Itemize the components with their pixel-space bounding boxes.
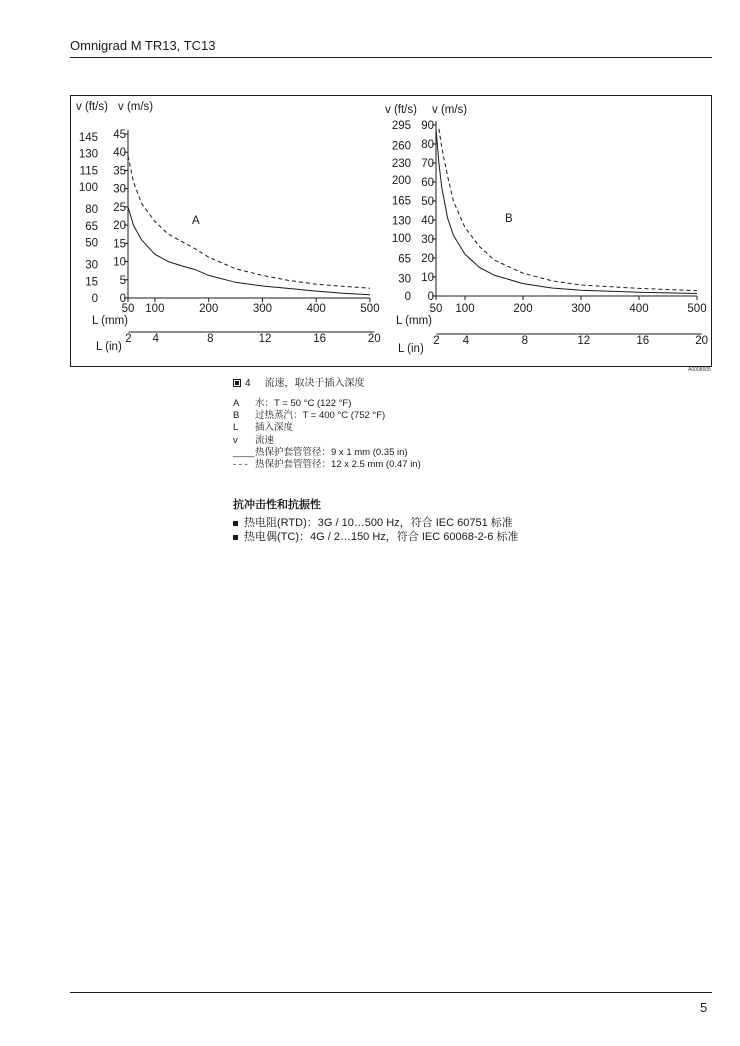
chart-b-y-tick-label-fts: 30 — [398, 273, 411, 286]
list-item — [233, 516, 518, 530]
legend-text: 热保护套管管径：12 x 2.5 mm (0.47 in) — [255, 459, 421, 471]
chart-a-y-tick-label-fts: 30 — [85, 259, 98, 272]
legend-key-solid-line: ____ — [233, 446, 255, 458]
chart-a-x-tick-label-mm: 400 — [306, 303, 326, 315]
page-number: 5 — [700, 1000, 708, 1015]
chart-b-x-tick-label-in: 8 — [521, 335, 529, 347]
chart-b-x-tick-label-in: 12 — [577, 335, 591, 347]
list-item — [233, 530, 518, 544]
chart-a-x-tick-label-mm: 500 — [360, 303, 380, 315]
chart-a-y-label-fts: v (ft/s) — [76, 101, 108, 113]
spec-list — [233, 516, 518, 544]
chart-a-y-label-ms: v (m/s) — [118, 101, 154, 113]
chart-b-y-tick-label-fts: 260 — [391, 140, 411, 153]
chart-a-x-tick-label-in: 12 — [258, 333, 272, 345]
chart-a-y-tick-label-fts: 80 — [85, 204, 98, 217]
chart-a-y-tick-label-ms: 30 — [113, 183, 126, 196]
chart-a-x-tick-label-mm: 300 — [252, 303, 273, 315]
figure-id: A0008605 — [688, 367, 711, 373]
legend-row — [233, 459, 421, 471]
chart-b-x-tick-label-mm: 100 — [455, 303, 475, 315]
legend-key-dashed-line: - - - — [233, 459, 248, 471]
chart-a-y-tick-label-fts: 100 — [78, 181, 98, 194]
chart-b-y-tick-label-fts: 65 — [398, 253, 411, 266]
chart-a-letter: A — [192, 215, 200, 227]
chart-a-y-tick-label-ms: 5 — [119, 274, 126, 287]
chart-b-y-tick-label-fts: 0 — [404, 291, 411, 303]
chart-b-y-tick-label-ms: 0 — [427, 291, 434, 303]
legend-row — [233, 447, 421, 459]
chart-b-y-tick-label-ms: 30 — [421, 234, 434, 246]
list-item-text: 热电阻(RTD)：3G / 10…500 Hz，符合 IEC 60751 标准 — [244, 517, 513, 529]
chart-b-y-tick-label-fts: 200 — [391, 175, 411, 188]
chart-b-x-tick-label-mm: 300 — [571, 303, 591, 315]
chart-b-y-tick-label-fts: 295 — [391, 120, 411, 133]
chart-a-x-tick-label-mm: 200 — [199, 303, 219, 315]
bullet-icon — [233, 521, 238, 526]
chart-b-letter: B — [505, 213, 513, 225]
chart-a-x-label-in: L (in) — [96, 341, 122, 353]
legend-text: 水：T = 50 °C (122 °F) — [255, 398, 352, 409]
chart-b-y-tick-label-ms: 50 — [421, 196, 434, 208]
chart-a-y-tick-label-ms: 0 — [119, 293, 126, 305]
figure-caption — [233, 378, 365, 390]
footer-rule — [70, 992, 712, 993]
chart-a-y-tick-label-fts: 0 — [91, 293, 98, 305]
chart-b-x-label-mm: L (mm) — [396, 315, 432, 327]
chart-a-y-tick-label-ms: 45 — [113, 129, 126, 141]
figure-caption-text: 流速，取决于插入深度 — [264, 378, 365, 389]
chart-b-series-solid — [436, 129, 697, 294]
section-heading: 抗冲击性和抗振性 — [233, 499, 321, 511]
legend-row — [233, 435, 421, 447]
chart-a-x-tick-label-mm: 100 — [145, 303, 165, 315]
legend-key: B — [233, 410, 240, 422]
chart-a-y-tick-label-ms: 40 — [113, 147, 126, 160]
chart-a-series-dashed — [128, 156, 370, 288]
chart-a-y-tick-label-ms: 35 — [113, 165, 126, 178]
chart-b-y-label-ms: v (m/s) — [432, 104, 468, 116]
legend-text: 过热蒸汽：T = 400 °C (752 °F) — [255, 410, 386, 422]
legend-key: v — [233, 434, 238, 446]
chart-b-x-tick-label-mm: 50 — [429, 303, 443, 315]
chart-b-y-tick-label-ms: 40 — [421, 215, 434, 227]
chart-a-y-tick-label-fts: 130 — [78, 148, 98, 161]
chart-b-x-tick-label-in: 16 — [636, 335, 650, 347]
flow-velocity-charts — [0, 0, 740, 380]
chart-b-x-tick-label-mm: 200 — [513, 303, 533, 315]
chart-a-series-solid — [128, 207, 370, 295]
legend-text: 热保护套管管径：9 x 1 mm (0.35 in) — [255, 446, 408, 458]
chart-a-y-tick-label-fts: 145 — [78, 131, 98, 144]
chart-b-x-tick-label-in: 4 — [462, 335, 470, 347]
chart-b-y-tick-label-ms: 10 — [421, 272, 434, 284]
chart-a-x-tick-label-in: 4 — [152, 333, 159, 345]
legend-text: 流速 — [255, 434, 275, 446]
chart-a-x-tick-label-in: 16 — [313, 333, 327, 345]
document-header-title: Omnigrad M TR13, TC13 — [70, 38, 216, 53]
figure-legend — [233, 398, 421, 471]
chart-a-x-label-mm: L (mm) — [92, 315, 128, 327]
chart-a-x-tick-label-mm: 50 — [121, 303, 135, 315]
chart-a-y-tick-label-ms: 15 — [113, 238, 126, 251]
chart-a-x-tick-label-in: 2 — [125, 333, 132, 345]
chart-a-y-tick-label-ms: 20 — [113, 220, 126, 233]
chart-b-y-tick-label-fts: 100 — [391, 233, 411, 246]
chart-b-x-tick-label-mm: 500 — [687, 303, 707, 315]
chart-a-x-tick-label-in: 8 — [207, 333, 214, 345]
figure-icon — [233, 379, 241, 387]
legend-row — [233, 398, 421, 410]
chart-b-y-tick-label-ms: 60 — [421, 177, 434, 189]
list-item-text: 热电偶(TC)：4G / 2…150 Hz，符合 IEC 60068-2-6 标准 — [244, 531, 519, 543]
chart-b-x-tick-label-mm: 400 — [629, 303, 649, 315]
legend-row — [233, 422, 421, 434]
legend-key: L — [233, 422, 239, 434]
chart-a-y-tick-label-ms: 25 — [113, 201, 126, 214]
chart-a-y-tick-label-fts: 15 — [85, 276, 98, 289]
legend-row — [233, 410, 421, 422]
figure-number: 4 — [245, 378, 251, 389]
chart-a-x-tick-label-in: 20 — [367, 333, 381, 345]
chart-b-y-tick-label-fts: 130 — [391, 215, 411, 228]
chart-a-y-tick-label-ms: 10 — [113, 256, 126, 269]
legend-key: A — [233, 398, 240, 409]
chart-b-y-tick-label-ms: 70 — [421, 158, 434, 170]
chart-a-y-tick-label-fts: 65 — [85, 220, 98, 233]
chart-b-y-tick-label-fts: 165 — [391, 195, 411, 208]
chart-b-y-tick-label-fts: 230 — [391, 157, 411, 170]
chart-b-x-tick-label-in: 20 — [695, 335, 709, 347]
chart-b-y-tick-label-ms: 90 — [421, 120, 434, 132]
legend-text: 插入深度 — [255, 422, 294, 434]
chart-b-x-tick-label-in: 2 — [433, 335, 440, 347]
chart-b-y-tick-label-ms: 20 — [421, 253, 434, 265]
bullet-icon — [233, 535, 238, 540]
chart-a-y-tick-label-fts: 115 — [79, 165, 98, 178]
chart-a-y-tick-label-fts: 50 — [85, 237, 98, 250]
chart-b-y-label-fts: v (ft/s) — [385, 104, 417, 116]
chart-b-x-label-in: L (in) — [398, 343, 424, 355]
chart-b-y-tick-label-ms: 80 — [421, 139, 434, 151]
